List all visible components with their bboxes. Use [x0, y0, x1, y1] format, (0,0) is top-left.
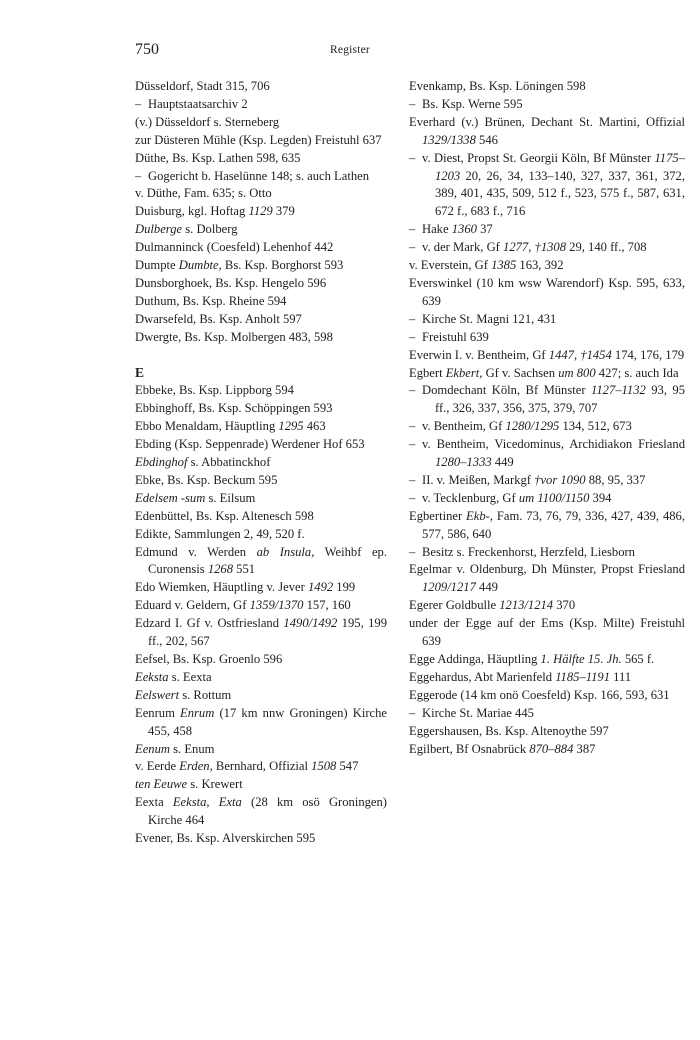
index-column-right: [409, 78, 685, 758]
entry-text: 29, 140 ff., 708: [566, 240, 647, 255]
entry-italic-text: Eeksta: [135, 669, 169, 684]
entry-italic-text: Ebdinghof: [135, 455, 188, 470]
entry-text: Gogericht b. Haselünne 148; s. auch Lathen: [148, 168, 370, 183]
entry-text: Dwarsefeld, Bs. Ksp. Anholt 597: [135, 311, 302, 326]
repetition-dash: –: [135, 96, 142, 111]
index-entry: [135, 776, 387, 794]
entry-text: Eexta: [135, 795, 173, 810]
entry-italic-text: 1268: [207, 562, 234, 577]
entry-text: s. Krewert: [187, 777, 243, 792]
index-entry: [135, 687, 387, 705]
entry-text: 449: [491, 455, 514, 470]
index-entry: [409, 615, 685, 651]
entry-text: Kirche St. Mariae 445: [422, 705, 534, 720]
entry-text: Eefsel, Bs. Ksp. Groenlo 596: [135, 651, 283, 666]
repetition-dash: –: [409, 705, 416, 720]
entry-text: Gf v. Sachsen: [482, 365, 559, 380]
index-entry: [135, 185, 387, 203]
entry-italic-text: 1359/1370: [249, 598, 304, 613]
entry-text: Eenrum: [135, 705, 181, 720]
entry-text: (v.) Düsseldorf s. Sterneberg: [135, 114, 280, 129]
index-entry: [409, 347, 685, 365]
entry-text: 387: [573, 741, 596, 756]
index-entry: [135, 329, 387, 347]
entry-text: Everhard (v.) Brünen, Dechant St. Martini, Offizial: [409, 114, 685, 129]
entry-text: Freistuhl 639: [422, 329, 489, 344]
entry-text: Fam. 73, 76, 79, 336, 427, 439, 486, 577, 586, 640: [422, 508, 686, 541]
entry-text: v. Bentheim, Gf: [422, 419, 506, 434]
index-entry: [409, 114, 685, 150]
repetition-dash: –: [409, 419, 416, 434]
index-subentry: [409, 329, 685, 347]
entry-text: Bs. Ksp. Werne 595: [422, 96, 523, 111]
entry-text: Dunsborghoek, Bs. Ksp. Hengelo 596: [135, 275, 327, 290]
entry-italic-text: 1360: [451, 222, 477, 237]
entry-text: v. Düthe, Fam. 635; s. Otto: [135, 186, 272, 201]
entry-text: 111: [610, 669, 632, 684]
index-entry: [135, 311, 387, 329]
entry-italic-text: um 800: [558, 365, 596, 380]
entry-text: 174, 176, 179: [611, 347, 685, 362]
entry-italic-text: Eelswert: [135, 687, 180, 702]
entry-text: Bs. Ksp. Borghorst 593: [221, 258, 344, 273]
index-entry: [135, 597, 387, 615]
repetition-dash: –: [409, 240, 416, 255]
entry-text: Eggerode (14 km onö Coesfeld) Ksp. 166, 593, 631: [409, 687, 670, 702]
index-entry: [135, 830, 387, 848]
entry-italic-text: ten Eeuwe: [135, 777, 188, 792]
index-subentry: [409, 705, 685, 723]
entry-text: 20, 26, 34, 133–140, 327, 337, 361, 372, 389, 401, 435, 509, 512 f., 523, 575 f., 587, 631, 672 f., 683 f., 716: [435, 168, 685, 219]
index-entry: [135, 472, 387, 490]
entry-text: zur Düsteren Mühle (Ksp. Legden) Freistuhl 637: [135, 132, 382, 147]
entry-text: Ebbo Menaldam, Häuptling: [135, 419, 279, 434]
entry-italic-text: Enrum: [180, 705, 215, 720]
entry-text: s. Eexta: [168, 669, 212, 684]
index-subentry: [409, 221, 685, 239]
entry-italic-text: Dulberge: [135, 222, 183, 237]
entry-italic-text: 1295: [278, 419, 304, 434]
index-entry: [135, 651, 387, 669]
index-entry: [135, 150, 387, 168]
index-subentry: [409, 150, 685, 222]
entry-text: Egerer Goldbulle: [409, 598, 500, 613]
index-entry: [135, 221, 387, 239]
entry-italic-text: Eeksta, Exta: [172, 795, 242, 810]
entry-italic-text: 1329/1338: [422, 132, 476, 147]
entry-italic-text: 1213/1214: [499, 598, 554, 613]
entry-text: Hake: [422, 222, 452, 237]
entry-text: s. Abbatinckhof: [187, 455, 271, 470]
entry-text: 163, 392: [516, 258, 564, 273]
repetition-dash: –: [409, 544, 416, 559]
index-entry: [135, 526, 387, 544]
entry-text: Besitz s. Freckenhorst, Herzfeld, Liesborn: [422, 544, 635, 559]
repetition-dash: –: [409, 437, 416, 452]
entry-text: 199: [333, 580, 356, 595]
repetition-dash: –: [409, 329, 416, 344]
entry-text: Ebbeke, Bs. Ksp. Lippborg 594: [135, 383, 294, 398]
repetition-dash: –: [409, 311, 416, 326]
entry-italic-text: 1508: [311, 759, 337, 774]
entry-text: s. Rottum: [179, 687, 232, 702]
index-entry: [409, 687, 685, 705]
index-entry: [409, 669, 685, 687]
entry-text: 157, 160: [303, 598, 351, 613]
index-entry: [135, 293, 387, 311]
entry-text: 379: [272, 204, 295, 219]
entry-italic-text: 1209/1217: [422, 580, 476, 595]
entry-text: Dulmanninck (Coesfeld) Lehenhof 442: [135, 240, 334, 255]
index-entry: [135, 114, 387, 132]
repetition-dash: –: [409, 472, 416, 487]
index-subentry: [409, 382, 685, 418]
entry-text: Weihbf ep. Curonensis: [148, 544, 387, 577]
entry-text: under der Egge auf der Ems (Ksp. Milte) Freistuhl 639: [409, 616, 685, 649]
entry-text: 565 f.: [621, 652, 655, 666]
index-subentry: [135, 96, 387, 114]
index-entry: [135, 758, 387, 776]
entry-text: 134, 512, 673: [559, 419, 632, 434]
entry-text: Ebke, Bs. Ksp. Beckum 595: [135, 472, 278, 487]
repetition-dash: –: [409, 150, 416, 165]
index-entry: [135, 132, 387, 150]
repetition-dash: –: [409, 222, 416, 237]
index-subentry: [135, 168, 387, 186]
entry-text: 88, 95, 337: [585, 472, 646, 487]
running-head: Register: [330, 44, 370, 56]
index-entry: [135, 741, 387, 759]
entry-text: 546: [475, 132, 498, 147]
index-entry: [135, 257, 387, 275]
entry-text: 449: [475, 580, 498, 595]
repetition-dash: –: [409, 490, 416, 505]
entry-text: Edzard I. Gf v. Ostfriesland: [135, 616, 284, 631]
entry-italic-text: †vor 1090: [534, 472, 586, 487]
entry-text: Egelmar v. Oldenburg, Dh Münster, Propst Friesland: [409, 562, 685, 577]
entry-italic-text: Ekbert,: [445, 365, 483, 380]
page-number: 750: [135, 41, 159, 58]
index-entry: [135, 203, 387, 221]
entry-text: Evener, Bs. Ksp. Alverskirchen 595: [135, 831, 316, 846]
repetition-dash: –: [409, 383, 416, 398]
entry-text: v. der Mark, Gf: [422, 240, 504, 255]
index-entry: [135, 382, 387, 400]
index-subentry: [409, 418, 685, 436]
entry-text: (28 km osö Groningen) Kirche 464: [148, 795, 387, 828]
entry-text: Düthe, Bs. Ksp. Lathen 598, 635: [135, 150, 301, 165]
entry-italic-text: Edelsem -sum: [135, 490, 206, 505]
index-entry: [409, 651, 685, 669]
entry-italic-text: 1185–1191: [555, 669, 610, 684]
entry-text: Eggehardus, Abt Marienfeld: [409, 669, 556, 684]
entry-italic-text: 1385: [491, 258, 517, 273]
index-entry: [135, 669, 387, 687]
index-subentry: [409, 490, 685, 508]
index-subentry: [409, 239, 685, 257]
index-entry: [135, 239, 387, 257]
entry-text: 394: [589, 490, 612, 505]
entry-italic-text: Dumbte,: [178, 258, 222, 273]
index-subentry: [409, 311, 685, 329]
entry-italic-text: um 1100/1150: [518, 490, 590, 505]
entry-text: s. Dolberg: [182, 222, 238, 237]
entry-italic-text: 1490/1492: [283, 616, 338, 631]
index-entry: [135, 454, 387, 472]
entry-text: v. Everstein, Gf: [409, 258, 492, 273]
entry-italic-text: 1277, †1308: [503, 240, 566, 255]
entry-italic-text: 1129: [248, 204, 273, 219]
entry-italic-text: 1280/1295: [505, 419, 560, 434]
entry-text: v. Tecklenburg, Gf: [422, 490, 519, 505]
index-entry: [135, 78, 387, 96]
index-entry: [135, 579, 387, 597]
entry-text: Everwin I. v. Bentheim, Gf: [409, 347, 549, 362]
index-entry: [409, 723, 685, 741]
index-entry: [135, 794, 387, 830]
entry-text: 195, 199 ff., 202, 567: [148, 616, 388, 649]
entry-text: 37: [476, 222, 493, 237]
section-letter: E: [135, 365, 145, 381]
entry-italic-text: Erden,: [179, 759, 213, 774]
index-subentry: [409, 436, 685, 472]
entry-text: 547: [336, 759, 359, 774]
repetition-dash: –: [409, 96, 416, 111]
entry-text: v. Diest, Propst St. Georgii Köln, Bf Münster: [422, 150, 655, 165]
entry-text: 93, 95 ff., 326, 337, 356, 375, 379, 707: [435, 383, 685, 416]
index-entry: [409, 597, 685, 615]
index-entry: [135, 705, 387, 741]
repetition-dash: –: [135, 168, 142, 183]
index-entry: [409, 508, 685, 544]
entry-text: Duisburg, kgl. Hoftag: [135, 204, 249, 219]
entry-italic-text: ab Insula,: [256, 544, 315, 559]
entry-italic-text: 1280–1333: [435, 455, 492, 470]
entry-italic-text: Ekb-,: [466, 508, 493, 523]
entry-italic-text: 1. Hälfte 15. Jh.: [540, 652, 622, 666]
entry-text: 463: [303, 419, 326, 434]
index-entry: [409, 78, 685, 96]
entry-text: Kirche St. Magni 121, 431: [422, 311, 557, 326]
entry-italic-text: 1127–1132: [590, 383, 646, 398]
entry-text: Düsseldorf, Stadt 315, 706: [135, 79, 270, 93]
entry-text: Eduard v. Geldern, Gf: [135, 598, 250, 613]
index-subentry: [409, 472, 685, 490]
index-entry: [409, 365, 685, 383]
index-entry: [409, 561, 685, 597]
entry-text: Hauptstaatsarchiv 2: [148, 96, 248, 111]
entry-italic-text: 1447, †1454: [548, 347, 612, 362]
entry-text: s. Enum: [169, 741, 215, 756]
entry-italic-text: 1175–1203: [435, 150, 685, 183]
entry-text: v. Eerde: [135, 759, 180, 774]
entry-text: v. Bentheim, Vicedominus, Archidiakon Friesland: [422, 437, 685, 452]
entry-text: Egilbert, Bf Osnabrück: [409, 741, 530, 756]
index-entry: [409, 275, 685, 311]
index-column-left: [135, 78, 387, 848]
entry-text: Eggershausen, Bs. Ksp. Altenoythe 597: [409, 723, 609, 738]
index-subentry: [409, 544, 685, 562]
entry-text: 427; s. auch Ida: [595, 365, 679, 380]
entry-italic-text: 1492: [307, 580, 334, 595]
entry-text: Ebbinghoff, Bs. Ksp. Schöppingen 593: [135, 401, 333, 416]
index-entry: [135, 418, 387, 436]
entry-text: Dwergte, Bs. Ksp. Molbergen 483, 598: [135, 329, 333, 344]
index-entry: [409, 741, 685, 759]
entry-italic-text: Eenum: [135, 741, 170, 756]
index-entry: [135, 544, 387, 580]
entry-text: Everswinkel (10 km wsw Warendorf) Ksp. 595, 633, 639: [409, 275, 685, 308]
entry-text: Duthum, Bs. Ksp. Rheine 594: [135, 293, 287, 308]
entry-text: Edmund v. Werden: [135, 544, 257, 559]
entry-text: Dumpte: [135, 258, 179, 273]
index-entry: [135, 400, 387, 418]
entry-text: Egbert: [409, 365, 446, 380]
index-entry: [409, 257, 685, 275]
index-entry: [135, 615, 387, 651]
entry-text: II. v. Meißen, Markgf: [422, 472, 535, 487]
entry-text: 551: [233, 562, 256, 577]
index-subentry: [409, 96, 685, 114]
entry-text: 370: [553, 598, 576, 613]
entry-text: s. Eilsum: [205, 490, 256, 505]
entry-text: Edo Wiemken, Häuptling v. Jever: [135, 580, 308, 595]
entry-text: Egbertiner: [409, 508, 467, 523]
entry-text: (17 km nnw Groningen) Kirche 455, 458: [148, 705, 387, 738]
entry-text: Edikte, Sammlungen 2, 49, 520 f.: [135, 526, 305, 541]
entry-text: Evenkamp, Bs. Ksp. Löningen 598: [409, 79, 586, 93]
index-entry: [135, 436, 387, 454]
entry-text: Domdechant Köln, Bf Münster: [422, 383, 591, 398]
entry-text: Ebding (Ksp. Seppenrade) Werdener Hof 653: [135, 437, 365, 452]
index-entry: [135, 508, 387, 526]
entry-text: Edenbüttel, Bs. Ksp. Altenesch 598: [135, 508, 314, 523]
entry-italic-text: 870–884: [529, 741, 574, 756]
index-entry: [135, 275, 387, 293]
entry-text: Egge Addinga, Häuptling: [409, 652, 541, 666]
index-entry: [135, 490, 387, 508]
entry-text: Bernhard, Offizial: [212, 759, 312, 774]
